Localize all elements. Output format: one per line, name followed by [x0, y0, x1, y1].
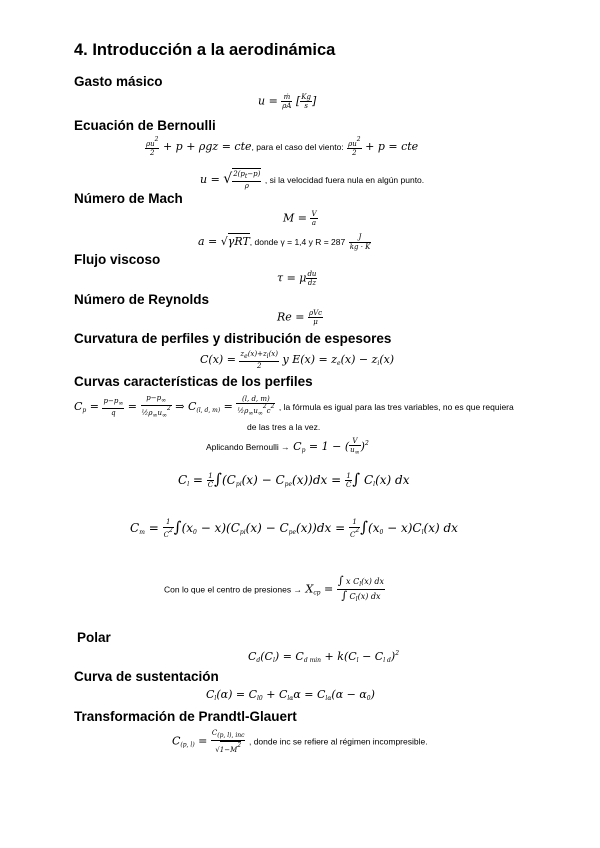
text-tres-a-la-vez: de las tres a la vez.	[247, 422, 321, 432]
equation-mach: M = $\frac{V}{a}$	[283, 210, 317, 228]
equation-viscoso: τ = μ $\frac{du}{dz}$	[277, 270, 317, 288]
equation-reynolds: Re = $\frac{\text{ρVc}}{\mu}$	[277, 309, 323, 327]
equation-centro-presiones: Con lo que el centro de presiones → $X_{cp}$ = $\frac{\int x C_l(x) dx}{\int C_l(x) dx}$	[164, 574, 385, 603]
equation-sonido: a = √γRT, donde γ = 1,4 y R = 287 $\frac{J}{kg \cdot K}$	[198, 233, 371, 251]
equation-curvatura: C(x) = $\frac{ze(x)+zi(x)}{2}$ y $E(x) = z_e(x) - z_i(x)$	[200, 350, 395, 370]
text-formula-igual: , la fórmula es igual para las tres variables, no es que requiera	[278, 401, 514, 412]
heading-polar: Polar	[77, 630, 111, 645]
equation-velocidad: u = √ $\frac{2(pt-p)}{\rho}$ , si la velocidad fuera nula en algún punto.	[200, 170, 425, 190]
equation-prandtl: $C_{(p, l)}$ = $\frac{\text{C(p, l), inc}}{√1-M2}$ , donde inc se refiere al régimen incompresible.	[172, 729, 428, 754]
equation-bernoulli: $\frac{\rho u2}{2}$ + p + ρgz = cte, para el caso del viento: $\frac{\rho u2}{2}$ + p = cte	[146, 136, 419, 158]
text-velocidad-nula: , si la velocidad fuera nula en algún punto.	[264, 174, 425, 185]
equation-coeficientes: $C_p$ = $\frac{p-p\infty}{q}$ = $\frac{p-p\infty}{\text{½ρ∞u∞2}}$ ⇒ $C_{(l, d, m)}$ = $\frac{(l, d, m)}{\text{½ρ∞u∞2c2}}$ , la fórmula es igual para las tres variables, no es que requiera	[74, 394, 514, 419]
heading-reynolds: Número de Reynolds	[74, 292, 210, 307]
heading-bernoulli: Ecuación de Bernoulli	[74, 118, 216, 133]
equation-aplicando-bernoulli: Aplicando Bernoulli → $C_p = 1$ − ( $\frac{V}{u\infty}$ )$^2$	[206, 437, 369, 457]
text-aplicando: Aplicando Bernoulli →	[206, 441, 290, 452]
equation-cm: $C_m$ = $\frac{1}{C2}$ $\int(x_0 - x)(C_{pi}(x) - C_{pe}(x))dx$ = $\frac{1}{C2}$ $\int(x_0 - x)C_l(x)$ dx	[130, 518, 458, 539]
text-viento: , para el caso del viento:	[251, 142, 344, 153]
text-donde-inc: , donde inc se refiere al régimen incompresible.	[248, 736, 428, 747]
heading-prandtl: Transformación de Prandtl-Glauert	[74, 709, 297, 724]
heading-sustentacion: Curva de sustentación	[74, 669, 219, 684]
heading-curvatura: Curvatura de perfiles y distribución de espesores	[74, 331, 392, 346]
heading-curvas: Curvas características de los perfiles	[74, 374, 313, 389]
equation-cl: $C_l$ = $\frac{1}{C}$ $\int(C_{pi}(x) - C_{pe}(x))dx$ = $\frac{1}{C}$ ∫ $C_l(x)$ dx	[178, 470, 410, 489]
text-centro-presiones: Con lo que el centro de presiones →	[164, 584, 302, 595]
equation-polar: $C_d(C_l) = C_{d min} + k(C_l - C_{l d})^2$	[248, 650, 400, 664]
equation-gasto: u = $\frac{\text{ṁ}}{\rho A}$ [ $\frac{Kg}{s}$ ]	[258, 93, 317, 111]
heading-mach: Número de Mach	[74, 191, 183, 206]
heading-gasto-masico: Gasto másico	[74, 74, 163, 89]
page-title: 4. Introducción a la aerodinámica	[74, 41, 336, 59]
text-donde-gamma: , donde γ = 1,4 y R = 287	[249, 237, 346, 247]
heading-flujo-viscoso: Flujo viscoso	[74, 252, 161, 267]
equation-sustentacion: $C_l(\alpha) = C_{l0} + C_{l\alpha}\alpha = C_{l\alpha}(\alpha - \alpha_0)$	[206, 688, 375, 702]
